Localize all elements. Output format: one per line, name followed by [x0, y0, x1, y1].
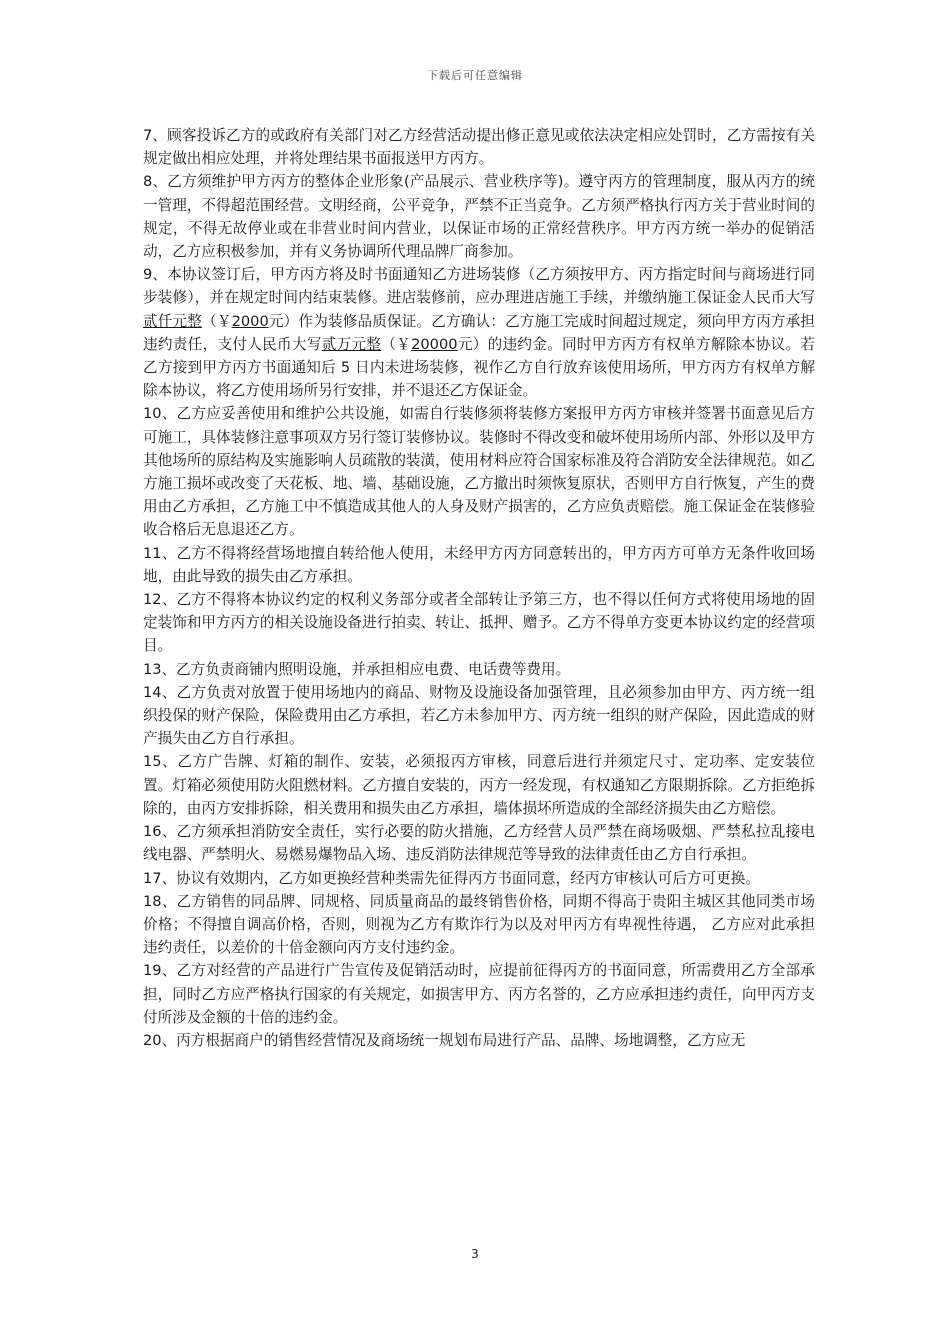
penalty-amount-number: 20000 — [411, 335, 458, 353]
clause-19: 19、乙方对经营的产品进行广告宣传及促销活动时，应提前征得丙方的书面同意，所需费用乙方全部承担，同时乙方应严格执行国家的有关规定，如损害甲方、丙方名誉的，乙方应承担违约责任，向甲丙方支付所涉及金额的十倍的违约金。 — [143, 962, 815, 1026]
clause-13: 13、乙方负责商铺内照明设施，并承担相应电费、电话费等费用。 — [143, 660, 571, 678]
clause-9 — [143, 263, 815, 402]
clause-8: 8、乙方须维护甲方丙方的整体企业形象(产品展示、营业秩序等)。遵守丙方的管理制度，服从丙方的统一管理，不得超范围经营。文明经商，公平竞争，严禁不正当竞争。乙方须严格执行丙方关于营业时间的规定，不得无故停业或在非营业时间内营业，以保证市场的正常经营秩序。甲方丙方统一举办的促销活动，乙方应积极参加，并有义务协调所代理品牌厂商参加。 — [143, 173, 815, 261]
clause-16: 16、乙方须承担消防安全责任，实行必要的防火措施，乙方经营人员严禁在商场吸烟、严禁私拉乱接电线电器、严禁明火、易燃易爆物品入场、违反消防法律规范等导致的法律责任由乙方自行承担。 — [143, 823, 815, 864]
deposit-amount-number: 2000 — [231, 312, 269, 330]
clause-15: 15、乙方广告牌、灯箱的制作、安装，必须报丙方审核，同意后进行并须定尺寸、定功率、定安装位置。灯箱必须使用防火阻燃材料。乙方擅自安装的，丙方一经发现，有权通知乙方限期拆除。乙方拒绝拆除的，由丙方安排拆除，相关费用和损失由乙方承担，墙体损坏所造成的全部经济损失由乙方赔偿。 — [143, 753, 815, 817]
document-body — [143, 124, 815, 1052]
clause-20: 20、丙方根据商户的销售经营情况及商场统一规划布局进行产品、品牌、场地调整，乙方应无 — [143, 1031, 746, 1049]
clause-14: 14、乙方负责对放置于使用场地内的商品、财物及设施设备加强管理，且必须参加由甲方、丙方统一组织投保的财产保险，保险费用由乙方承担，若乙方未参加甲方、丙方统一组织的财产保险，因此造成的财产损失由乙方自行承担。 — [143, 683, 815, 748]
clause-10: 10、乙方应妥善使用和维护公共设施，如需自行装修须将装修方案报甲方丙方审核并签署书面意见后方可施工，具体装修注意事项双方另行签订装修协议。装修时不得改变和破坏使用场所内部、外形以及甲方其他场所的原结构及实施影响人员疏散的装潢，使用材料应符合国家标准及符合消防安全法律规范。如乙方施工损坏或改变了天花板、地、墙、基础设施，乙方撤出时须恢复原状，否则甲方自行恢复，产生的费用由乙方承担，乙方施工中不慎造成其他人的人身及财产损害的，乙方应负责赔偿。施工保证金在装修验收合格后无息退还乙方。 — [143, 405, 815, 539]
clause-9-text-4: （￥ — [381, 335, 412, 353]
clause-9-text-5: 元）的违约金。同时甲方丙方有权单方解除本协议。若乙方接到甲方丙方书面通知后 5 日内未进场装修，视作乙方自行放弃该使用场所，甲方丙方有权单方解除本协议，将乙方使用场所另行安排，并不退还乙方保证金。 — [143, 335, 815, 400]
clause-12: 12、乙方不得将本协议约定的权利义务部分或者全部转让予第三方，也不得以任何方式将使用场地的固定装饰和甲方丙方的相关设施设备进行拍卖、转让、抵押、赠予。乙方不得单方变更本协议约定的经营项目。 — [143, 591, 815, 655]
clause-7: 7、顾客投诉乙方的或政府有关部门对乙方经营活动提出修正意见或依法决定相应处罚时，乙方需按有关规定做出相应处理，并将处理结果书面报送甲方丙方。 — [143, 127, 815, 168]
clause-9-text-3: 元）作为装修品质保证。乙方确认：乙方施工完成时间超过规定，须向甲方丙方承担违约责任，支付人民币大写 — [143, 312, 815, 353]
deposit-amount-words: 贰仟元整 — [143, 312, 203, 330]
clause-18: 18、乙方销售的同品牌、同规格、同质量商品的最终销售价格，同期不得高于贵阳主城区其他同类市场价格；不得擅自调高价格，否则，则视为乙方有欺诈行为以及对甲丙方有卑视性待遇， 乙方应对此承担违约责任，以差价的十倍金额向丙方支付违约金。 — [143, 892, 815, 957]
clause-17: 17、协议有效期内，乙方如更换经营种类需先征得丙方书面同意，经丙方审核认可后方可更换。 — [143, 869, 760, 887]
penalty-amount-words: 贰万元整 — [321, 335, 382, 353]
clause-11: 11、乙方不得将经营场地擅自转给他人使用，未经甲方丙方同意转出的，甲方丙方可单方无条件收回场地，由此导致的损失由乙方承担。 — [143, 544, 815, 585]
clause-9-text-1: 9、本协议签订后，甲方丙方将及时书面通知乙方进场装修（乙方须按甲方、丙方指定时间与商场进行同步装修），并在规定时间内结束装修。进店装修前，应办理进店施工手续，并缴纳施工保证金人民币大写 — [143, 266, 815, 307]
clause-9-text-2: （￥ — [202, 312, 232, 330]
page-number: 3 — [471, 1247, 479, 1261]
page-header: 下载后可任意编辑 — [427, 69, 523, 82]
